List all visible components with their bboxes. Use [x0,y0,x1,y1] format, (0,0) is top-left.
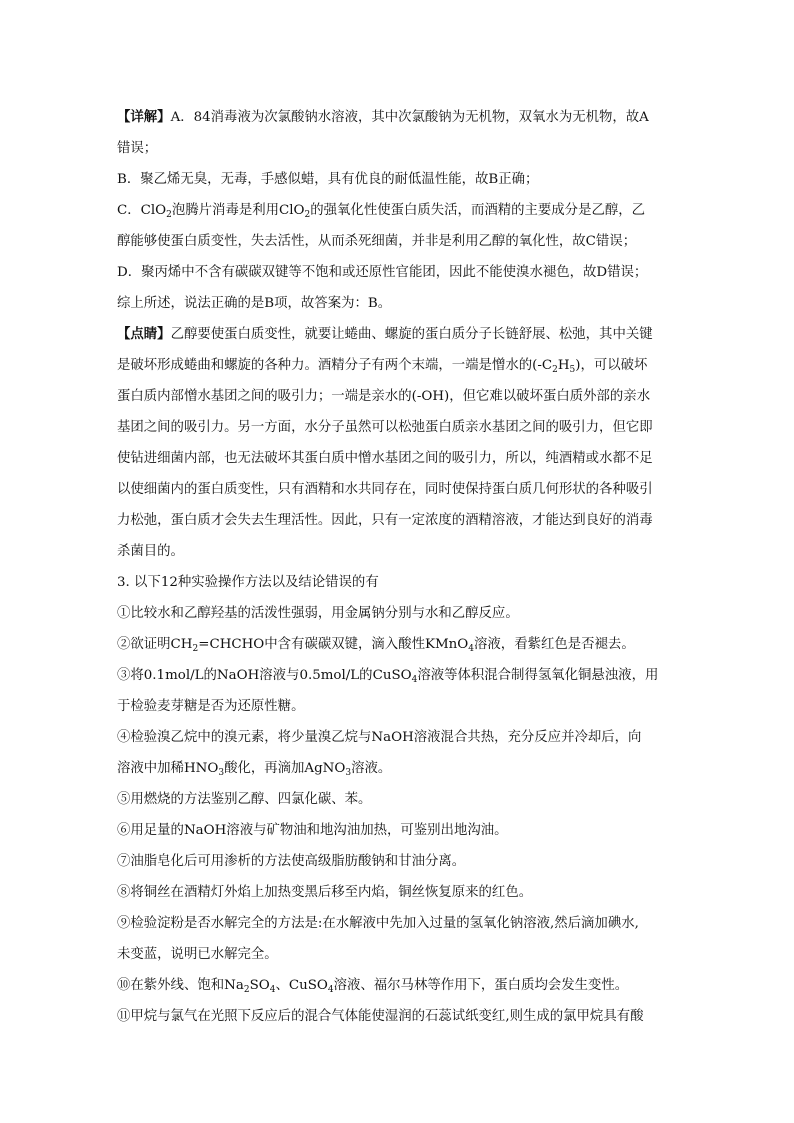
document-content [117,102,677,1032]
question-title: 3. 以下12种实验操作方法以及结论错误的有 [117,575,379,590]
question-item-11: ⑪甲烷与氯气在光照下反应后的混合气体能使湿润的石蕊试纸变红,则生成的氯甲烷具有酸 [117,1009,644,1024]
detail-line-a2: 错误； [117,141,158,156]
question-item-4a: ④检验溴乙烷中的溴元素，将少量溴乙烷与NaOH溶液混合共热，充分反应并冷却后，向 [117,730,642,745]
comment-tag: 【点睛】 [117,326,171,342]
comment-line-3: 蛋白质内部憎水基团之间的吸引力；一端是亲水的(-OH)，但它难以破坏蛋白质外部的亲水 [117,389,651,404]
question-item-10: ⑩在紫外线、饱和$Na_2SO_4$、CuSO$_4$溶液、福尔马林等作用下，蛋白质均会发生变性。 [117,978,629,995]
question-item-5: ⑤用燃烧的方法鉴别乙醇、四氯化碳、苯。 [117,792,372,807]
detail-line-c1: C．ClO$_2$泡腾片消毒是利用ClO$_2$的强氧化性使蛋白质失活，而酒精的主要成分是乙醇，乙 [117,203,646,220]
comment-line-2: 是破坏形成蜷曲和螺旋的各种力。酒精分子有两个末端，一端是憎水的$(-C_2H_5)$，可以破坏 [117,358,648,375]
detail-line-c2: 醇能够使蛋白质变性，失去活性，从而杀死细菌，并非是利用乙醇的氧化性，故C错误； [117,234,637,249]
question-item-4b: 溶液中加稀$HNO_3$酸化，再滴加AgNO$_3$溶液。 [117,761,392,778]
detail-tag: 【详解】 [117,109,171,125]
question-item-3b: 于检验麦芽糖是否为还原性糖。 [117,699,305,714]
question-item-6: ⑥用足量的NaOH溶液与矿物油和地沟油加热，可鉴别出地沟油。 [117,823,508,838]
question-item-9a: ⑨检验淀粉是否水解完全的方法是:在水解液中先加入过量的氢氧化钠溶液,然后滴加碘水, [117,916,639,931]
question-item-9b: 未变蓝，说明已水解完全。 [117,947,278,962]
question-item-7: ⑦油脂皂化后可用渗析的方法使高级脂肪酸钠和甘油分离。 [117,854,466,869]
comment-line-8: 杀菌目的。 [117,544,184,559]
question-item-8: ⑧将铜丝在酒精灯外焰上加热变黑后移至内焰，铜丝恢复原来的红色。 [117,885,533,900]
detail-line-a1: 【详解】A．84消毒液为次氯酸钠水溶液，其中次氯酸钠为无机物，双氧水为无机物，故A [117,109,649,125]
question-item-2: ②欲证明$CH_2=CHCHO$中含有碳碳双键，滴入酸性KMnO$_4$溶液，看紫红色是否褪去。 [117,637,635,654]
comment-line-7: 力松弛，蛋白质才会失去生理活性。因此，只有一定浓度的酒精溶液，才能达到良好的消毒 [117,513,653,528]
detail-summary: 综上所述，说法正确的是B项，故答案为：B。 [117,296,392,311]
question-item-3a: ③将0.1mol/L的NaOH溶液与0.5mol/L的CuSO$_4$溶液等体积混合制得氢氧化铜悬浊液，用 [117,668,659,685]
detail-line-b: B．聚乙烯无臭，无毒，手感似蜡，具有优良的耐低温性能，故B正确； [117,172,539,187]
comment-line-1: 【点睛】乙醇要使蛋白质变性，就要让蜷曲、螺旋的蛋白质分子长链舒展、松弛，其中关键 [117,326,653,342]
question-item-1: ①比较水和乙醇羟基的活泼性强弱，用金属钠分别与水和乙醇反应。 [117,606,519,621]
detail-line-d: D．聚丙烯中不含有碳碳双键等不饱和或还原性官能团，因此不能使溴水褪色，故D错误； [117,265,648,280]
comment-line-5: 使钻进细菌内部，也无法破坏其蛋白质中憎水基团之间的吸引力，所以，纯酒精或水都不足 [117,451,653,466]
comment-line-6: 以使细菌内的蛋白质变性，只有酒精和水共同存在，同时使保持蛋白质几何形状的各种吸引 [117,482,653,497]
comment-line-4: 基团之间的吸引力。另一方面，水分子虽然可以松弛蛋白质亲水基团之间的吸引力，但它即 [117,420,653,435]
